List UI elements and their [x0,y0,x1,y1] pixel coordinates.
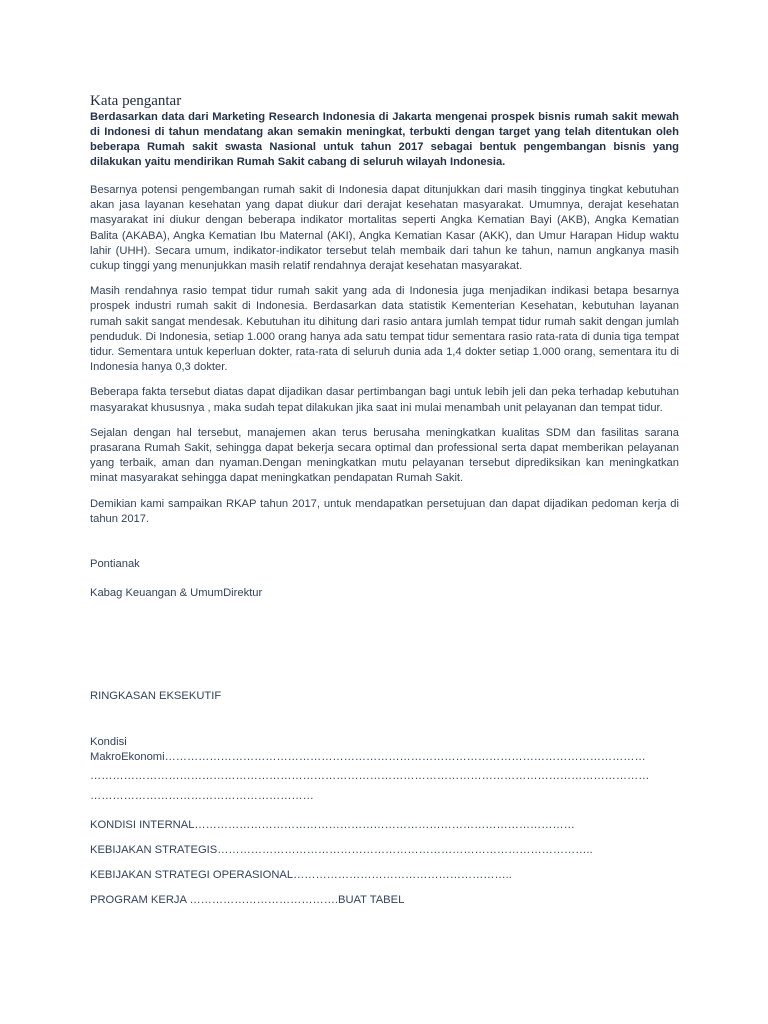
document-page [90,92,679,908]
city: Pontianak [90,558,140,571]
kondisi-label: Kondisi [90,736,127,749]
paragraph-1: Besarnya potensi pengembangan rumah sakit di Indonesia dapat ditunjukkan dari masih tingginya tingkat kebutuhan akan jasa layanan kesehatan yang dapat diukur dari derajat kesehatan masyarakat. Umumnya, derajat kesehatan masyarakat ini diukur dengan beberapa indikator mortalitas seperti Angka Kematian Bayi (AKB), Angka Kematian Balita (AKABA), Angka Kematian Ibu Maternal (AKI), Angka Kematian Kasar (AKK), dan Umur Harapan Hidup waktu lahir (UHH). Secara umum, indikator-indikator tersebut telah membaik dari tahun ke tahun, namun angkanya masih cukup tinggi yang menunjukkan masih relatif rendahnya derajat kesehatan masyarakat. [90,184,679,273]
summary-title: RINGKASAN EKSEKUTIF [90,690,222,703]
kondisi-internal-line: KONDISI INTERNAL………………………………………………………………………………………… [90,819,575,832]
paragraph-3: Beberapa fakta tersebut diatas dapat dijadikan dasar pertimbangan bagi untuk lebih jeli dan peka terhadap kebutuhan masyarakat khususnya , maka sudah tepat dilakukan jika saat ini mulai menambah unit pelayanan dan tempat tidur. [90,386,679,414]
signatory: Kabag Keuangan & UmumDirektur [90,587,263,600]
dots-line-1: …………………………………………………………………………………………………………………………………… [90,770,650,783]
kebijakan-strategis-line: KEBIJAKAN STRATEGIS……………………………………………………………………………………….. [90,844,593,857]
page-title: Kata pengantar [90,93,182,109]
dots-line-2: …………………………………………………… [90,790,314,803]
makro-ekonomi-line: MakroEkonomi………………………………………………………………………………………………………………… [90,751,646,764]
kebijakan-operasional-line: KEBIJAKAN STRATEGI OPERASIONAL………………………………………………….. [90,869,512,882]
program-kerja-line: PROGRAM KERJA ………………………………….BUAT TABEL [90,894,405,907]
paragraph-5: Demikian kami sampaikan RKAP tahun 2017, untuk mendapatkan persetujuan dan dapat dijadikan pedoman kerja di tahun 2017. [90,497,679,525]
intro-paragraph: Berdasarkan data dari Marketing Research Indonesia di Jakarta mengenai prospek bisnis rumah sakit mewah di Indonesi di tahun mendatang akan semakin meningkat, terbukti dengan target yang telah ditentukan oleh beberapa Rumah sakit swasta Nasional untuk tahun 2017 sebagai bentuk pengembangan bisnis yang dilakukan yaitu mendirikan Rumah Sakit cabang di seluruh wilayah Indonesia. [90,111,679,168]
paragraph-2: Masih rendahnya rasio tempat tidur rumah sakit yang ada di Indonesia juga menjadikan indikasi betapa besarnya prospek industri rumah sakit di Indonesia. Berdasarkan data statistik Kementerian Kesehatan, kebutuhan layanan rumah sakit sangat mendesak. Kebutuhan itu dihitung dari rasio antara jumlah tempat tidur rumah sakit dengan jumlah penduduk. Di Indonesia, setiap 1.000 orang hanya ada satu tempat tidur sementara rasio rata-rata di dunia tiga tempat tidur. Sementara untuk keperluan dokter, rata-rata di seluruh dunia ada 1,4 dokter setiap 1.000 orang, sementara itu di Indonesia hanya 0,3 dokter. [90,285,679,374]
paragraph-4: Sejalan dengan hal tersebut, manajemen akan terus berusaha meningkatkan kualitas SDM dan fasilitas sarana prasarana Rumah Sakit, sehingga dapat bekerja secara optimal dan professional serta dapat memberikan pelayanan yang terbaik, aman dan nyaman.Dengan meningkatkan mutu pelayanan tersebut diprediksikan kan meningkatkan minat masyarakat sehingga dapat meningkatkan pendapatan Rumah Sakit. [90,426,679,485]
